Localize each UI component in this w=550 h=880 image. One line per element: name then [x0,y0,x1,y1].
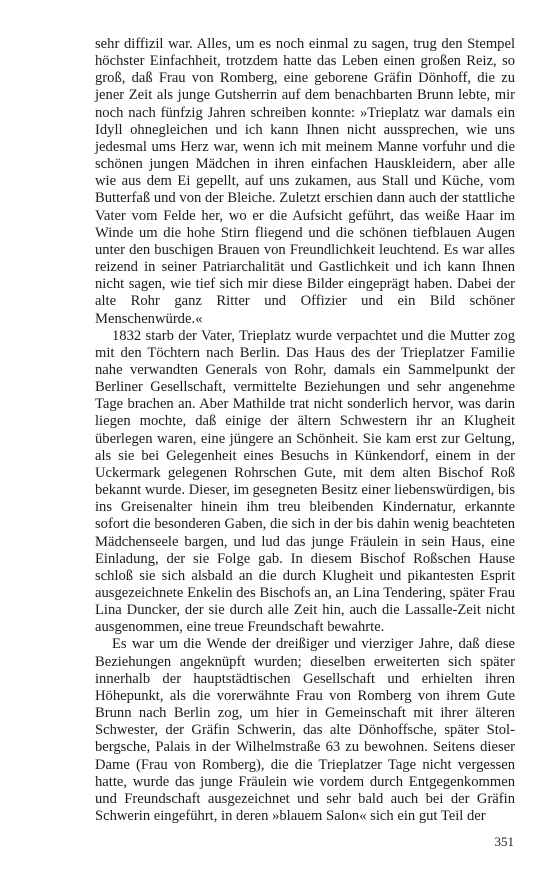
paragraph-2: 1832 starb der Vater, Trieplatz wurde verpachtet und die Mutter zog mit den Töchtern nach Berlin. Das Haus des der Trieplatzer Familie nahe verwandten Generals von Rohr, damals ein Sammelpunkt der Berliner Gesellschaft, vermittelte Beziehungen und sehr angenehme Tage brachen an. Aber Mathilde trat nicht sonderlich hervor, was darin liegen mochte, daß einige der ältern Schwestern ihr an Klugheit überlegen waren, eine jüngere an Schönheit. Sie kam erst zur Geltung, als sie bei Gelegenheit eines Besuchs in Künkendorf, einem in der Uckermark gelegenen Rohrschen Gute, mit dem alten Bischof Roß bekannt wurde. Dieser, im gesegneten Besitz einer liebenswürdigen, bis ins Greisenalter hinein ihm treu bleibenden Kindernatur, erkannte sofort die besonderen Gaben, die sich in der bis dahin wenig beachteten Mädchenseele bargen, und lud das junge Fräulein in sein Haus, eine Einladung, der sie Folge gab. In diesem Bischof Roßschen Hause schloß sie sich alsbald an die durch Klugheit und pikantesten Esprit ausgezeichnete Enkelin des Bischofs an, an Lina Tendering, später Frau Lina Duncker, der sie durch alle Zeit hin, auch die Lassalle-Zeit nicht ausgenommen, eine treue Freundschaft bewahrte. [95,327,515,636]
page-number: 351 [494,834,514,849]
paragraph-3: Es war um die Wende der dreißiger und vierziger Jahre, daß diese Beziehungen angeknüpft wurden; dieselben erweiterten sich später innerhalb der hauptstädtischen Gesellschaft und erhielten ihren Höhepunkt, als die vorerwähnte Frau von Romberg von ihrem Gute Brunn nach Berlin zog, um hier in Gemeinschaft mit ihrer älteren Schwester, der Gräfin Schwerin, das alte Dönhoffsche, später Stolbergsche, Palais in der Wilhelmstraße 63 zu bewohnen. Seitens dieser Dame (Frau von Romberg), die die Trieplatzer Tage nicht vergessen hatte, wurde das junge Fräulein wie vordem durch Entgegenkommen und Freundschaft ausgezeichnet und sehr bald auch bei der Gräfin Schwerin eingeführt, in deren »blauem Salon« sich ein gut Teil der [95,636,515,825]
paragraph-1: sehr diffizil war. Alles, um es noch einmal zu sagen, trug den Stempel höchster Einfachheit, trotzdem hatte das Leben einen großen Reiz, so groß, daß Frau von Romberg, eine geborene Gräfin Dönhoff, die zu jener Zeit als junge Gutsherrin auf dem benachbarten Brunn lebte, mir noch nach fünfzig Jahren schreiben konnte: »Trieplatz war damals ein Idyll ohnegleichen und ich kann Ihnen nicht aussprechen, wie uns jedesmal ums Herz war, wenn ich mit meinem Manne vorfuhr und die schönen jungen Mädchen in ihren einfachen Hauskleidern, aber alle wie aus dem Ei gepellt, auf uns zukamen, aus Stall und Küche, vom Butterfaß und von der Bleiche. Zuletzt erschien dann auch der stattliche Vater vom Felde her, wo er die Aufsicht geführt, das weiße Haar im Winde um die hohe Stirn fliegend und die schönen tiefblauen Augen unter den buschigen Brauen von Freundlichkeit leuchtend. Es war alles reizend in seiner Patriarchalität und Gastlichkeit und ich kann Ihnen nicht sagen, wie tief sich mir diese Bilder eingeprägt haben. Dabei der alte Rohr ganz Ritter und Offizier und ein Bild schöner Menschenwürde.« [95,36,515,327]
body-text [95,36,515,825]
